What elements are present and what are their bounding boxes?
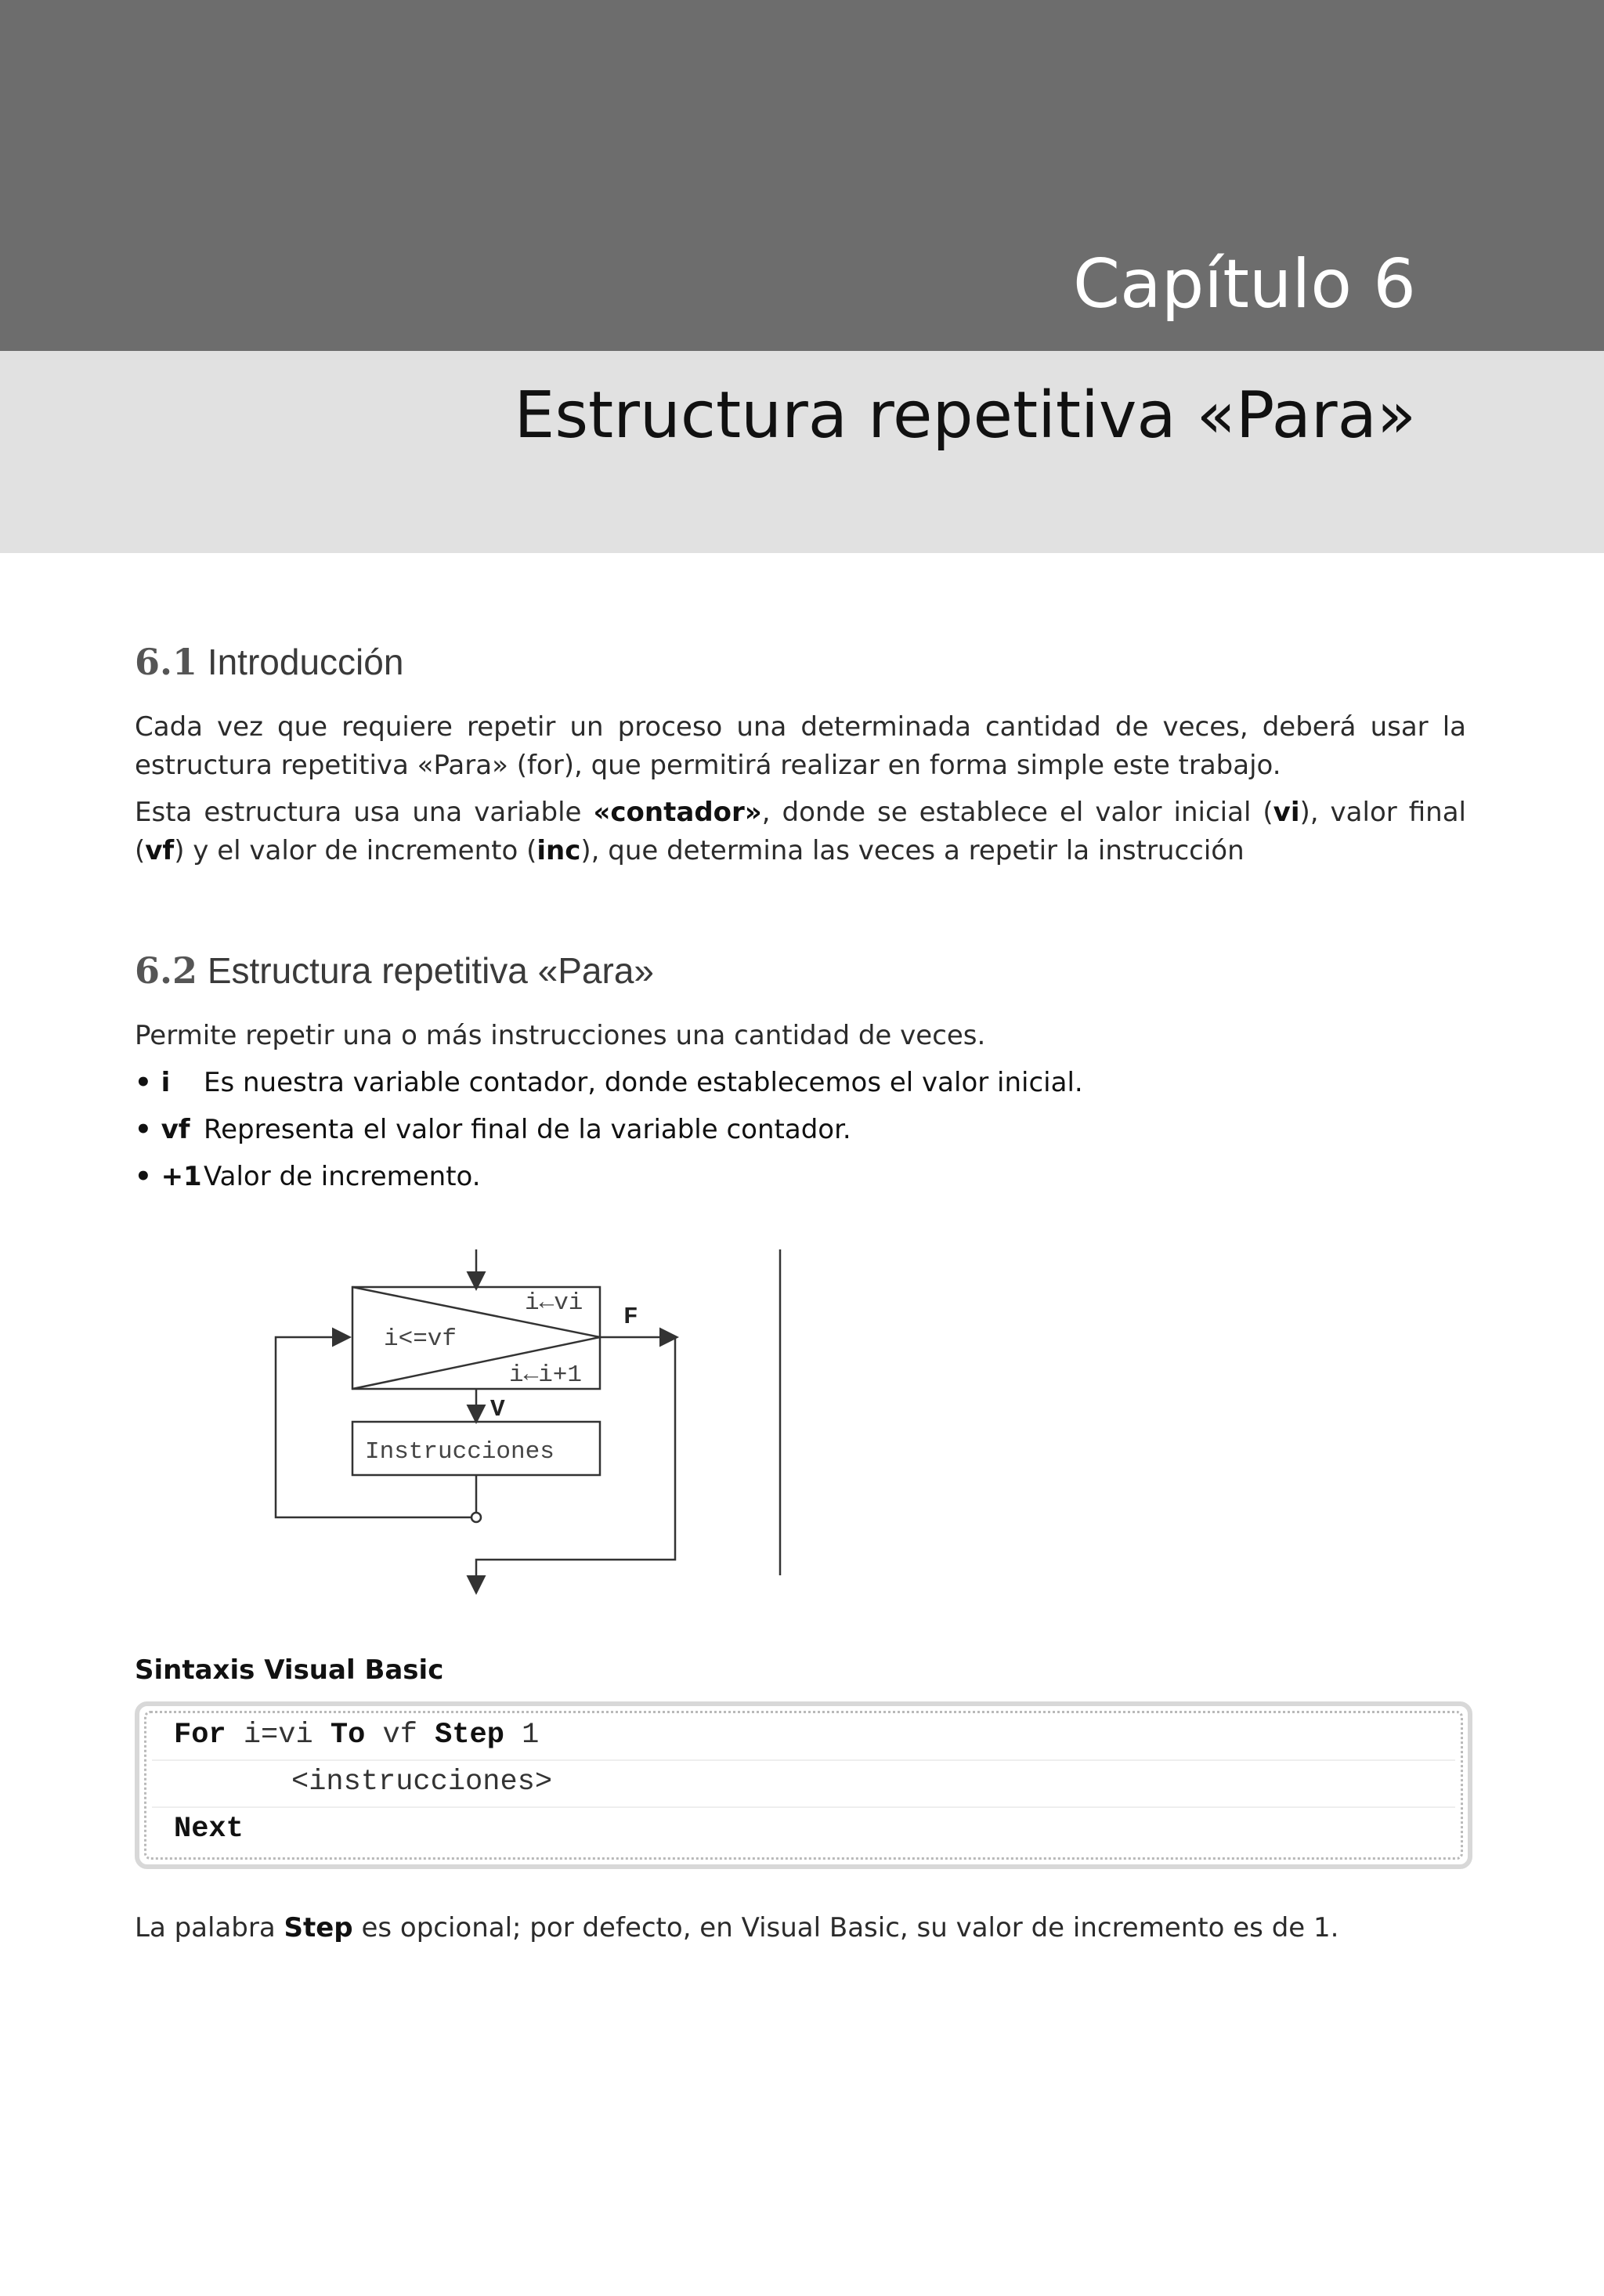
bullet-text: Representa el valor final de la variable contador. <box>204 1114 851 1145</box>
init-label: i←vi <box>525 1289 583 1317</box>
connector-node <box>471 1513 481 1522</box>
loop-back-path <box>276 1337 476 1517</box>
step-note <box>135 1909 1338 1947</box>
intro-paragraph-1: Cada vez que requiere repetir un proceso una determinada cantidad de veces, deberá usar la estructura repetitiva «Para» (for), que permitirá realizar en forma simple este trabajo. <box>135 711 1466 781</box>
code-rule <box>152 1806 1455 1808</box>
text-run-bold: inc <box>536 835 581 866</box>
syntax-heading: Sintaxis Visual Basic <box>135 1654 444 1686</box>
bullet-item <box>135 1064 1083 1102</box>
code-text: vf <box>365 1719 435 1752</box>
keyword: Next <box>174 1813 244 1846</box>
section-number: 6.1 <box>135 641 198 683</box>
bullet-item <box>135 1111 851 1149</box>
intro-paragraph-2 <box>135 794 1466 870</box>
text-run-bold: «contador» <box>593 797 762 828</box>
code-line-2: <instrucciones> <box>291 1766 553 1799</box>
text-run-bold: vf <box>145 835 175 866</box>
bullet-term: • i <box>135 1067 171 1098</box>
for-loop-flowchart <box>258 1242 807 1602</box>
text-run: Esta estructura usa una variable <box>135 797 594 828</box>
text-run: ), que determina las veces a repetir la instrucción <box>580 835 1245 866</box>
chapter-label: Capítulo 6 <box>1072 245 1416 324</box>
keyword: To <box>330 1719 366 1752</box>
section-heading-6-2 <box>135 949 654 992</box>
text-run-bold: Step <box>284 1912 353 1943</box>
bullet-text: Es nuestra variable contador, donde establecemos el valor inicial. <box>204 1067 1083 1098</box>
bullet-text: Valor de incremento. <box>204 1161 481 1192</box>
section-title: Estructura repetitiva «Para» <box>207 950 654 991</box>
code-text: 1 <box>504 1719 540 1752</box>
true-label: V <box>490 1396 505 1423</box>
bullet-item <box>135 1158 481 1196</box>
chapter-title: Estructura repetitiva «Para» <box>514 378 1416 453</box>
bullet-term: • vf <box>135 1114 190 1145</box>
increment-label: i←i+1 <box>509 1361 583 1389</box>
text-run-bold: vi <box>1273 797 1300 828</box>
text-run: ) y el valor de incremento ( <box>174 835 537 866</box>
keyword: Step <box>435 1719 504 1752</box>
section-number: 6.2 <box>135 949 198 992</box>
section-intro: Permite repetir una o más instrucciones una cantidad de veces. <box>135 1020 986 1051</box>
section-heading-6-1 <box>135 641 404 683</box>
bullet-term: • +1 <box>135 1161 202 1192</box>
code-block <box>135 1701 1472 1869</box>
condition-label: i<=vf <box>384 1325 457 1353</box>
code-line-3 <box>174 1813 244 1846</box>
text-run: es opcional; por defecto, en Visual Basic, su valor de incremento es de 1. <box>352 1912 1339 1943</box>
body-label: Instrucciones <box>365 1438 555 1466</box>
text-run: , donde se establece el valor inicial ( <box>761 797 1273 828</box>
code-rule <box>152 1759 1455 1761</box>
code-line-1 <box>174 1719 539 1752</box>
text-run: La palabra <box>135 1912 284 1943</box>
text-run: ), valor final ( <box>135 797 1466 866</box>
section-title: Introducción <box>207 642 404 682</box>
code-text: i=vi <box>226 1719 331 1752</box>
false-label: F <box>623 1303 638 1331</box>
keyword: For <box>174 1719 226 1752</box>
